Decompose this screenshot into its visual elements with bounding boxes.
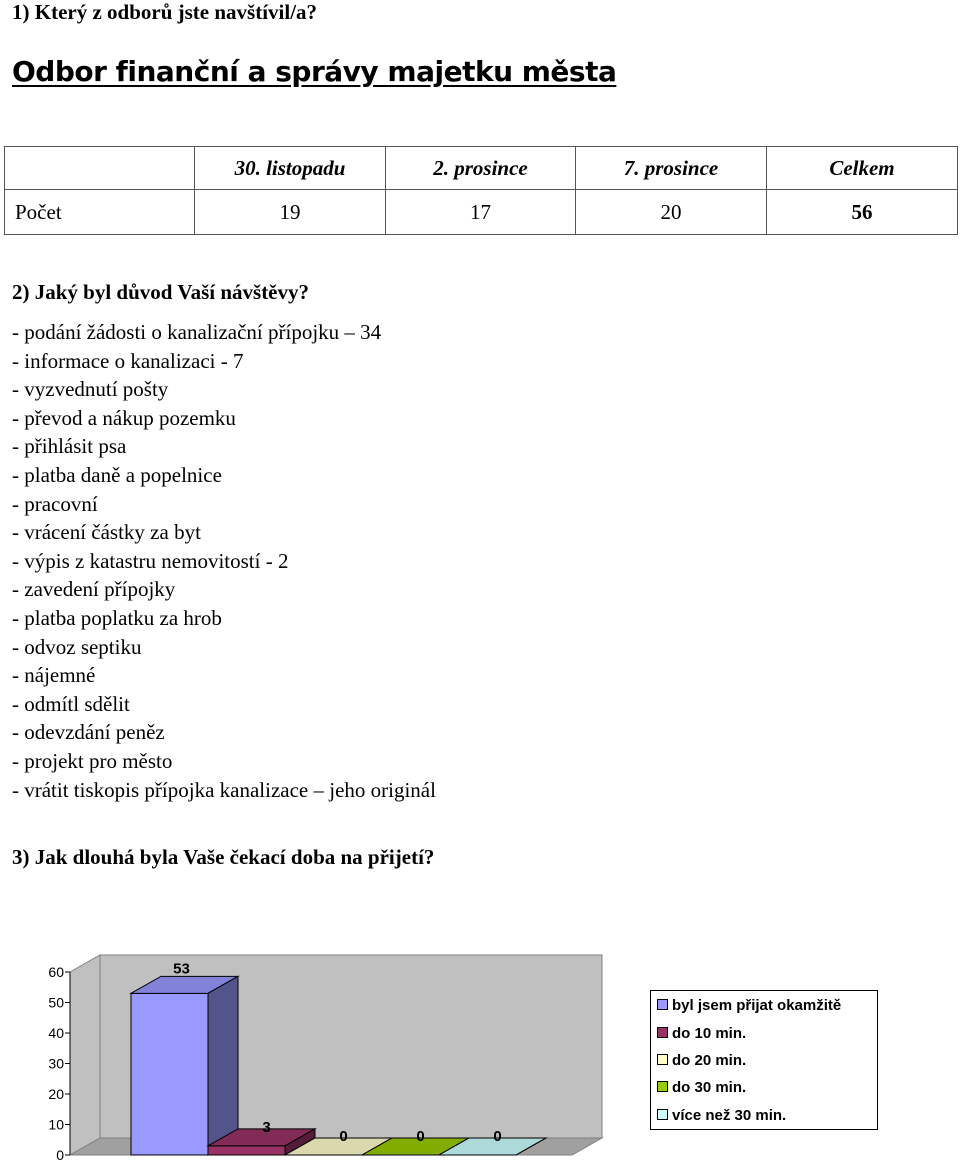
section-title: Odbor finanční a správy majetku města xyxy=(12,55,617,88)
legend-item xyxy=(657,1079,746,1096)
legend-item xyxy=(657,1025,746,1042)
legend-swatch xyxy=(657,999,668,1010)
table-header-cell: 30. listopadu xyxy=(195,147,386,190)
y-tick-label: 10 xyxy=(48,1116,64,1133)
chart-side-wall xyxy=(70,955,100,1155)
legend-label: do 30 min. xyxy=(672,1079,747,1096)
list-item: - přihlásit psa xyxy=(12,434,127,459)
legend-label: do 10 min. xyxy=(672,1025,747,1042)
table-cell: 19 xyxy=(195,190,386,235)
legend-label: byl jsem přijat okamžitě xyxy=(672,997,842,1014)
list-item: - nájemné xyxy=(12,663,96,688)
y-tick-label: 40 xyxy=(48,1025,64,1041)
y-tick-label: 0 xyxy=(56,1147,64,1163)
table-cell: 20 xyxy=(576,190,767,235)
table-total-cell: 56 xyxy=(767,190,958,235)
bar-front xyxy=(208,1146,285,1155)
bar-data-label: 53 xyxy=(173,960,190,978)
list-item: - zavedení přípojky xyxy=(12,577,176,602)
list-item: - převod a nákup pozemku xyxy=(12,405,236,430)
y-tick-label: 30 xyxy=(48,1055,64,1072)
list-item: - pracovní xyxy=(12,491,98,516)
legend-swatch xyxy=(657,1054,668,1065)
reasons-list xyxy=(12,318,436,804)
legend-item xyxy=(657,997,841,1014)
list-item: - projekt pro město xyxy=(12,748,173,773)
table-header-cell: 2. prosince xyxy=(386,147,576,190)
legend-item xyxy=(657,1107,786,1124)
list-item: - vrátit tiskopis přípojka kanalizace – jeho originál xyxy=(12,777,436,802)
legend-label: do 20 min. xyxy=(672,1052,747,1069)
list-item: - odevzdání peněz xyxy=(12,720,165,745)
list-item: - vrácení částky za byt xyxy=(12,520,201,545)
question-3: 3) Jak dlouhá byla Vaše čekací doba na přijetí? xyxy=(12,845,435,869)
table-header-row xyxy=(5,147,958,190)
bar-data-label: 0 xyxy=(416,1128,425,1145)
table-header-cell: Celkem xyxy=(767,147,958,190)
legend-label: více než 30 min. xyxy=(672,1107,787,1124)
question-1: 1) Který z odborů jste navštívil/a? xyxy=(12,0,318,24)
y-tick-label: 50 xyxy=(48,994,64,1011)
list-item: - informace o kanalizaci - 7 xyxy=(12,348,244,373)
visits-table xyxy=(4,146,958,235)
list-item: - odmítl sdělit xyxy=(12,691,130,716)
chart-legend xyxy=(650,990,878,1130)
legend-swatch xyxy=(657,1027,668,1038)
bar-data-label: 3 xyxy=(262,1118,271,1136)
list-item: - odvoz septiku xyxy=(12,634,142,659)
legend-swatch xyxy=(657,1109,668,1120)
y-tick-label: 60 xyxy=(48,964,64,980)
bar-data-label: 0 xyxy=(339,1128,348,1145)
table-row xyxy=(5,190,958,235)
legend-item xyxy=(657,1052,746,1069)
bar-front xyxy=(131,993,208,1155)
table-header-cell xyxy=(5,147,195,190)
question-2: 2) Jaký byl důvod Vaší návštěvy? xyxy=(12,280,310,304)
y-tick-label: 20 xyxy=(48,1086,64,1102)
legend-swatch xyxy=(657,1081,668,1092)
list-item: - platba daně a popelnice xyxy=(12,462,222,487)
bar-data-label: 0 xyxy=(493,1128,502,1145)
table-row-label: Počet xyxy=(5,190,195,235)
table-header-cell: 7. prosince xyxy=(576,147,767,190)
table-cell: 17 xyxy=(386,190,576,235)
bar-side xyxy=(208,976,238,1155)
list-item: - podání žádosti o kanalizační přípojku – 34 xyxy=(12,320,382,344)
list-item: - vyzvednutí pošty xyxy=(12,377,169,402)
list-item: - výpis z katastru nemovitostí - 2 xyxy=(12,548,289,573)
list-item: - platba poplatku za hrob xyxy=(12,605,222,630)
